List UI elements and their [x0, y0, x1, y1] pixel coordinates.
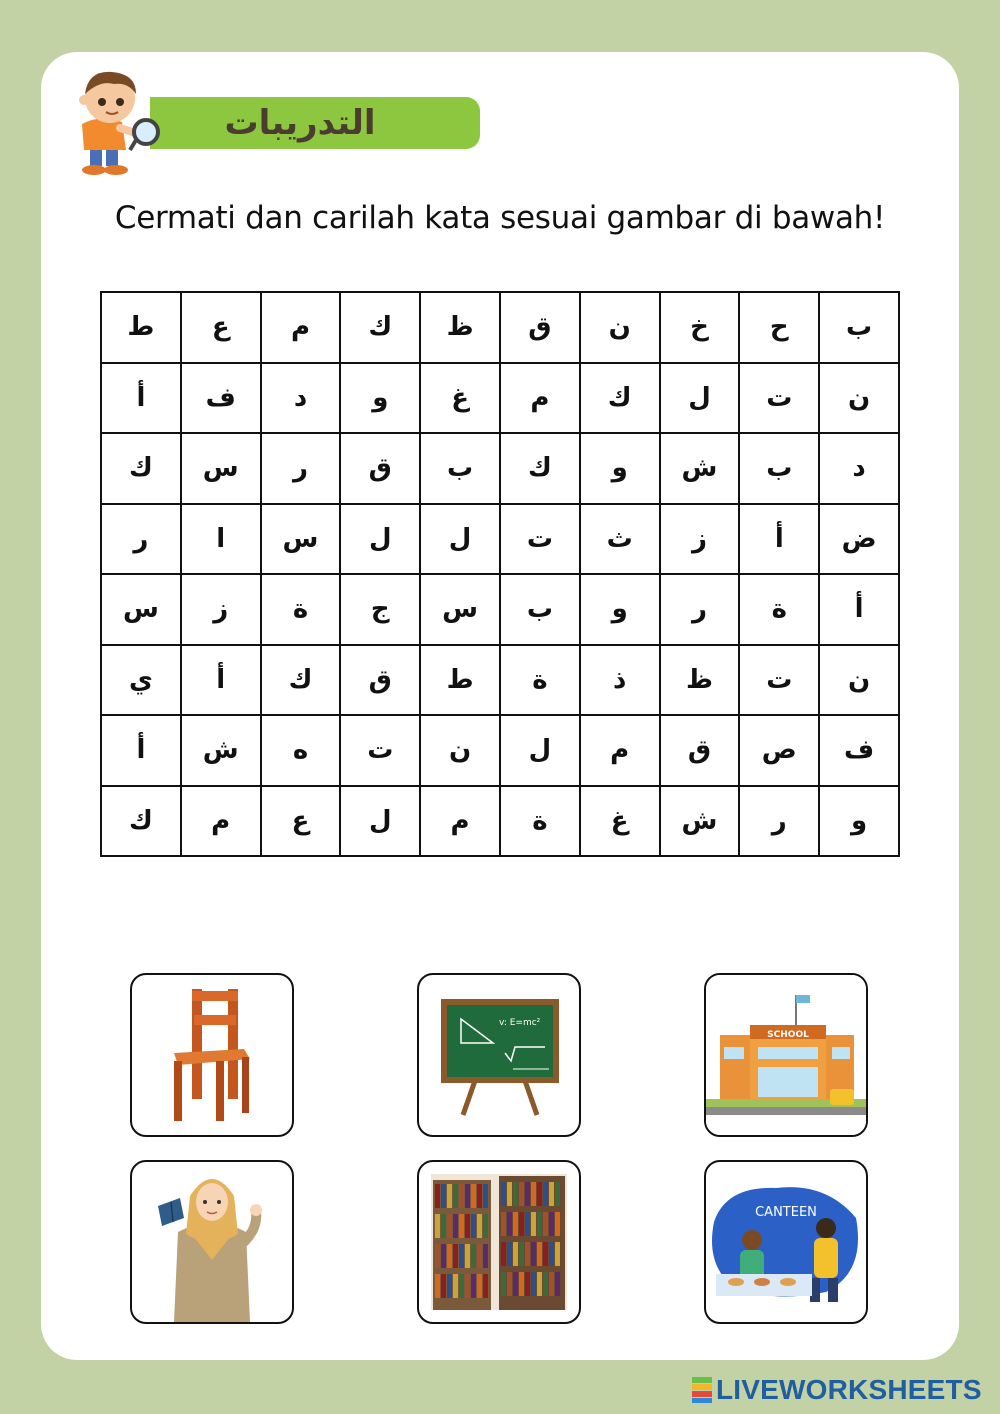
grid-cell[interactable]: ل	[340, 504, 420, 575]
grid-cell[interactable]: ش	[660, 433, 740, 504]
grid-cell[interactable]: ر	[101, 504, 181, 575]
grid-cell[interactable]: ش	[181, 715, 261, 786]
grid-cell[interactable]: ش	[660, 786, 740, 857]
canteen-sign: CANTEEN	[755, 1205, 817, 1220]
grid-cell[interactable]: ل	[660, 363, 740, 434]
grid-cell[interactable]: ق	[340, 433, 420, 504]
grid-cell[interactable]: م	[420, 786, 500, 857]
grid-cell[interactable]: م	[580, 715, 660, 786]
grid-cell[interactable]: ر	[261, 433, 341, 504]
grid-cell[interactable]: ن	[819, 363, 899, 434]
grid-cell[interactable]: ت	[739, 363, 819, 434]
canteen-icon	[706, 1162, 866, 1322]
grid-cell[interactable]: ز	[181, 574, 261, 645]
school-building-icon	[706, 975, 866, 1135]
grid-cell[interactable]: ر	[739, 786, 819, 857]
grid-cell[interactable]: غ	[580, 786, 660, 857]
grid-cell[interactable]: ط	[420, 645, 500, 716]
instruction-text: Cermati dan carilah kata sesuai gambar di bawah!	[114, 200, 886, 236]
grid-cell[interactable]: س	[261, 504, 341, 575]
school-sign: SCHOOL	[767, 1030, 809, 1040]
grid-cell[interactable]: ك	[500, 433, 580, 504]
picture-library	[417, 1160, 581, 1324]
grid-cell[interactable]: ب	[819, 292, 899, 363]
grid-row	[101, 363, 899, 434]
grid-cell[interactable]: ف	[819, 715, 899, 786]
grid-row	[101, 504, 899, 575]
grid-cell[interactable]: أ	[819, 574, 899, 645]
grid-cell[interactable]: ب	[500, 574, 580, 645]
boy-with-magnifier-icon	[70, 66, 165, 178]
grid-cell[interactable]: و	[819, 786, 899, 857]
grid-cell[interactable]: د	[819, 433, 899, 504]
grid-cell[interactable]: ة	[500, 786, 580, 857]
bookshelf-icon	[419, 1162, 579, 1322]
grid-cell[interactable]: ة	[500, 645, 580, 716]
grid-cell[interactable]: ة	[739, 574, 819, 645]
grid-cell[interactable]: أ	[101, 363, 181, 434]
grid-cell[interactable]: ك	[101, 786, 181, 857]
grid-cell[interactable]: ز	[660, 504, 740, 575]
liveworksheets-wordmark: LIVEWORKSHEETS	[716, 1374, 982, 1405]
grid-cell[interactable]: ن	[819, 645, 899, 716]
grid-cell[interactable]: ي	[101, 645, 181, 716]
grid-cell[interactable]: ت	[739, 645, 819, 716]
grid-cell[interactable]: ح	[739, 292, 819, 363]
grid-cell[interactable]: ه	[261, 715, 341, 786]
grid-cell[interactable]: ب	[420, 433, 500, 504]
liveworksheets-badge-icon	[692, 1377, 712, 1403]
picture-school	[704, 973, 868, 1137]
grid-row	[101, 433, 899, 504]
grid-cell[interactable]: و	[340, 363, 420, 434]
grid-row	[101, 715, 899, 786]
grid-cell[interactable]: ق	[500, 292, 580, 363]
grid-row	[101, 786, 899, 857]
grid-cell[interactable]: ر	[660, 574, 740, 645]
grid-cell[interactable]: ن	[580, 292, 660, 363]
teacher-icon	[132, 1162, 292, 1322]
grid-cell[interactable]: ة	[261, 574, 341, 645]
picture-blackboard	[417, 973, 581, 1137]
grid-cell[interactable]: ص	[739, 715, 819, 786]
liveworksheets-logo	[692, 1374, 982, 1406]
grid-cell[interactable]: ل	[340, 786, 420, 857]
picture-chair	[130, 973, 294, 1137]
grid-cell[interactable]: ب	[739, 433, 819, 504]
grid-cell[interactable]: ك	[580, 363, 660, 434]
grid-cell[interactable]: ع	[261, 786, 341, 857]
grid-cell[interactable]: س	[101, 574, 181, 645]
grid-row	[101, 292, 899, 363]
grid-cell[interactable]: ظ	[660, 645, 740, 716]
grid-cell[interactable]: ع	[181, 292, 261, 363]
grid-cell[interactable]: م	[261, 292, 341, 363]
grid-cell[interactable]: م	[181, 786, 261, 857]
picture-canteen	[704, 1160, 868, 1324]
grid-cell[interactable]: د	[261, 363, 341, 434]
page-title: التدريبات	[224, 103, 376, 143]
grid-cell[interactable]: و	[580, 433, 660, 504]
chair-icon	[132, 975, 292, 1135]
grid-cell[interactable]: ت	[340, 715, 420, 786]
grid-cell[interactable]: ط	[101, 292, 181, 363]
grid-cell[interactable]: ق	[340, 645, 420, 716]
grid-cell[interactable]: أ	[739, 504, 819, 575]
grid-cell[interactable]: س	[181, 433, 261, 504]
grid-cell[interactable]: ظ	[420, 292, 500, 363]
grid-cell[interactable]: ق	[660, 715, 740, 786]
grid-cell[interactable]: ك	[261, 645, 341, 716]
blackboard-icon	[419, 975, 579, 1135]
grid-cell[interactable]: ل	[500, 715, 580, 786]
grid-cell[interactable]: ض	[819, 504, 899, 575]
picture-teacher	[130, 1160, 294, 1324]
grid-cell[interactable]: ك	[340, 292, 420, 363]
grid-cell[interactable]: أ	[181, 645, 261, 716]
grid-cell[interactable]: خ	[660, 292, 740, 363]
grid-cell[interactable]: و	[580, 574, 660, 645]
grid-cell[interactable]: أ	[101, 715, 181, 786]
grid-row	[101, 645, 899, 716]
grid-cell[interactable]: م	[500, 363, 580, 434]
grid-cell[interactable]: ج	[340, 574, 420, 645]
grid-cell[interactable]: ت	[500, 504, 580, 575]
grid-cell[interactable]: س	[420, 574, 500, 645]
grid-cell[interactable]: ا	[181, 504, 261, 575]
grid-cell[interactable]: ث	[580, 504, 660, 575]
grid-cell[interactable]: ف	[181, 363, 261, 434]
grid-cell[interactable]: ذ	[580, 645, 660, 716]
grid-cell[interactable]: ل	[420, 504, 500, 575]
grid-cell[interactable]: ن	[420, 715, 500, 786]
word-search-grid	[100, 291, 900, 857]
grid-cell[interactable]: ك	[101, 433, 181, 504]
grid-row	[101, 574, 899, 645]
blackboard-formula: v: E=mc²	[499, 1018, 541, 1028]
grid-cell[interactable]: غ	[420, 363, 500, 434]
